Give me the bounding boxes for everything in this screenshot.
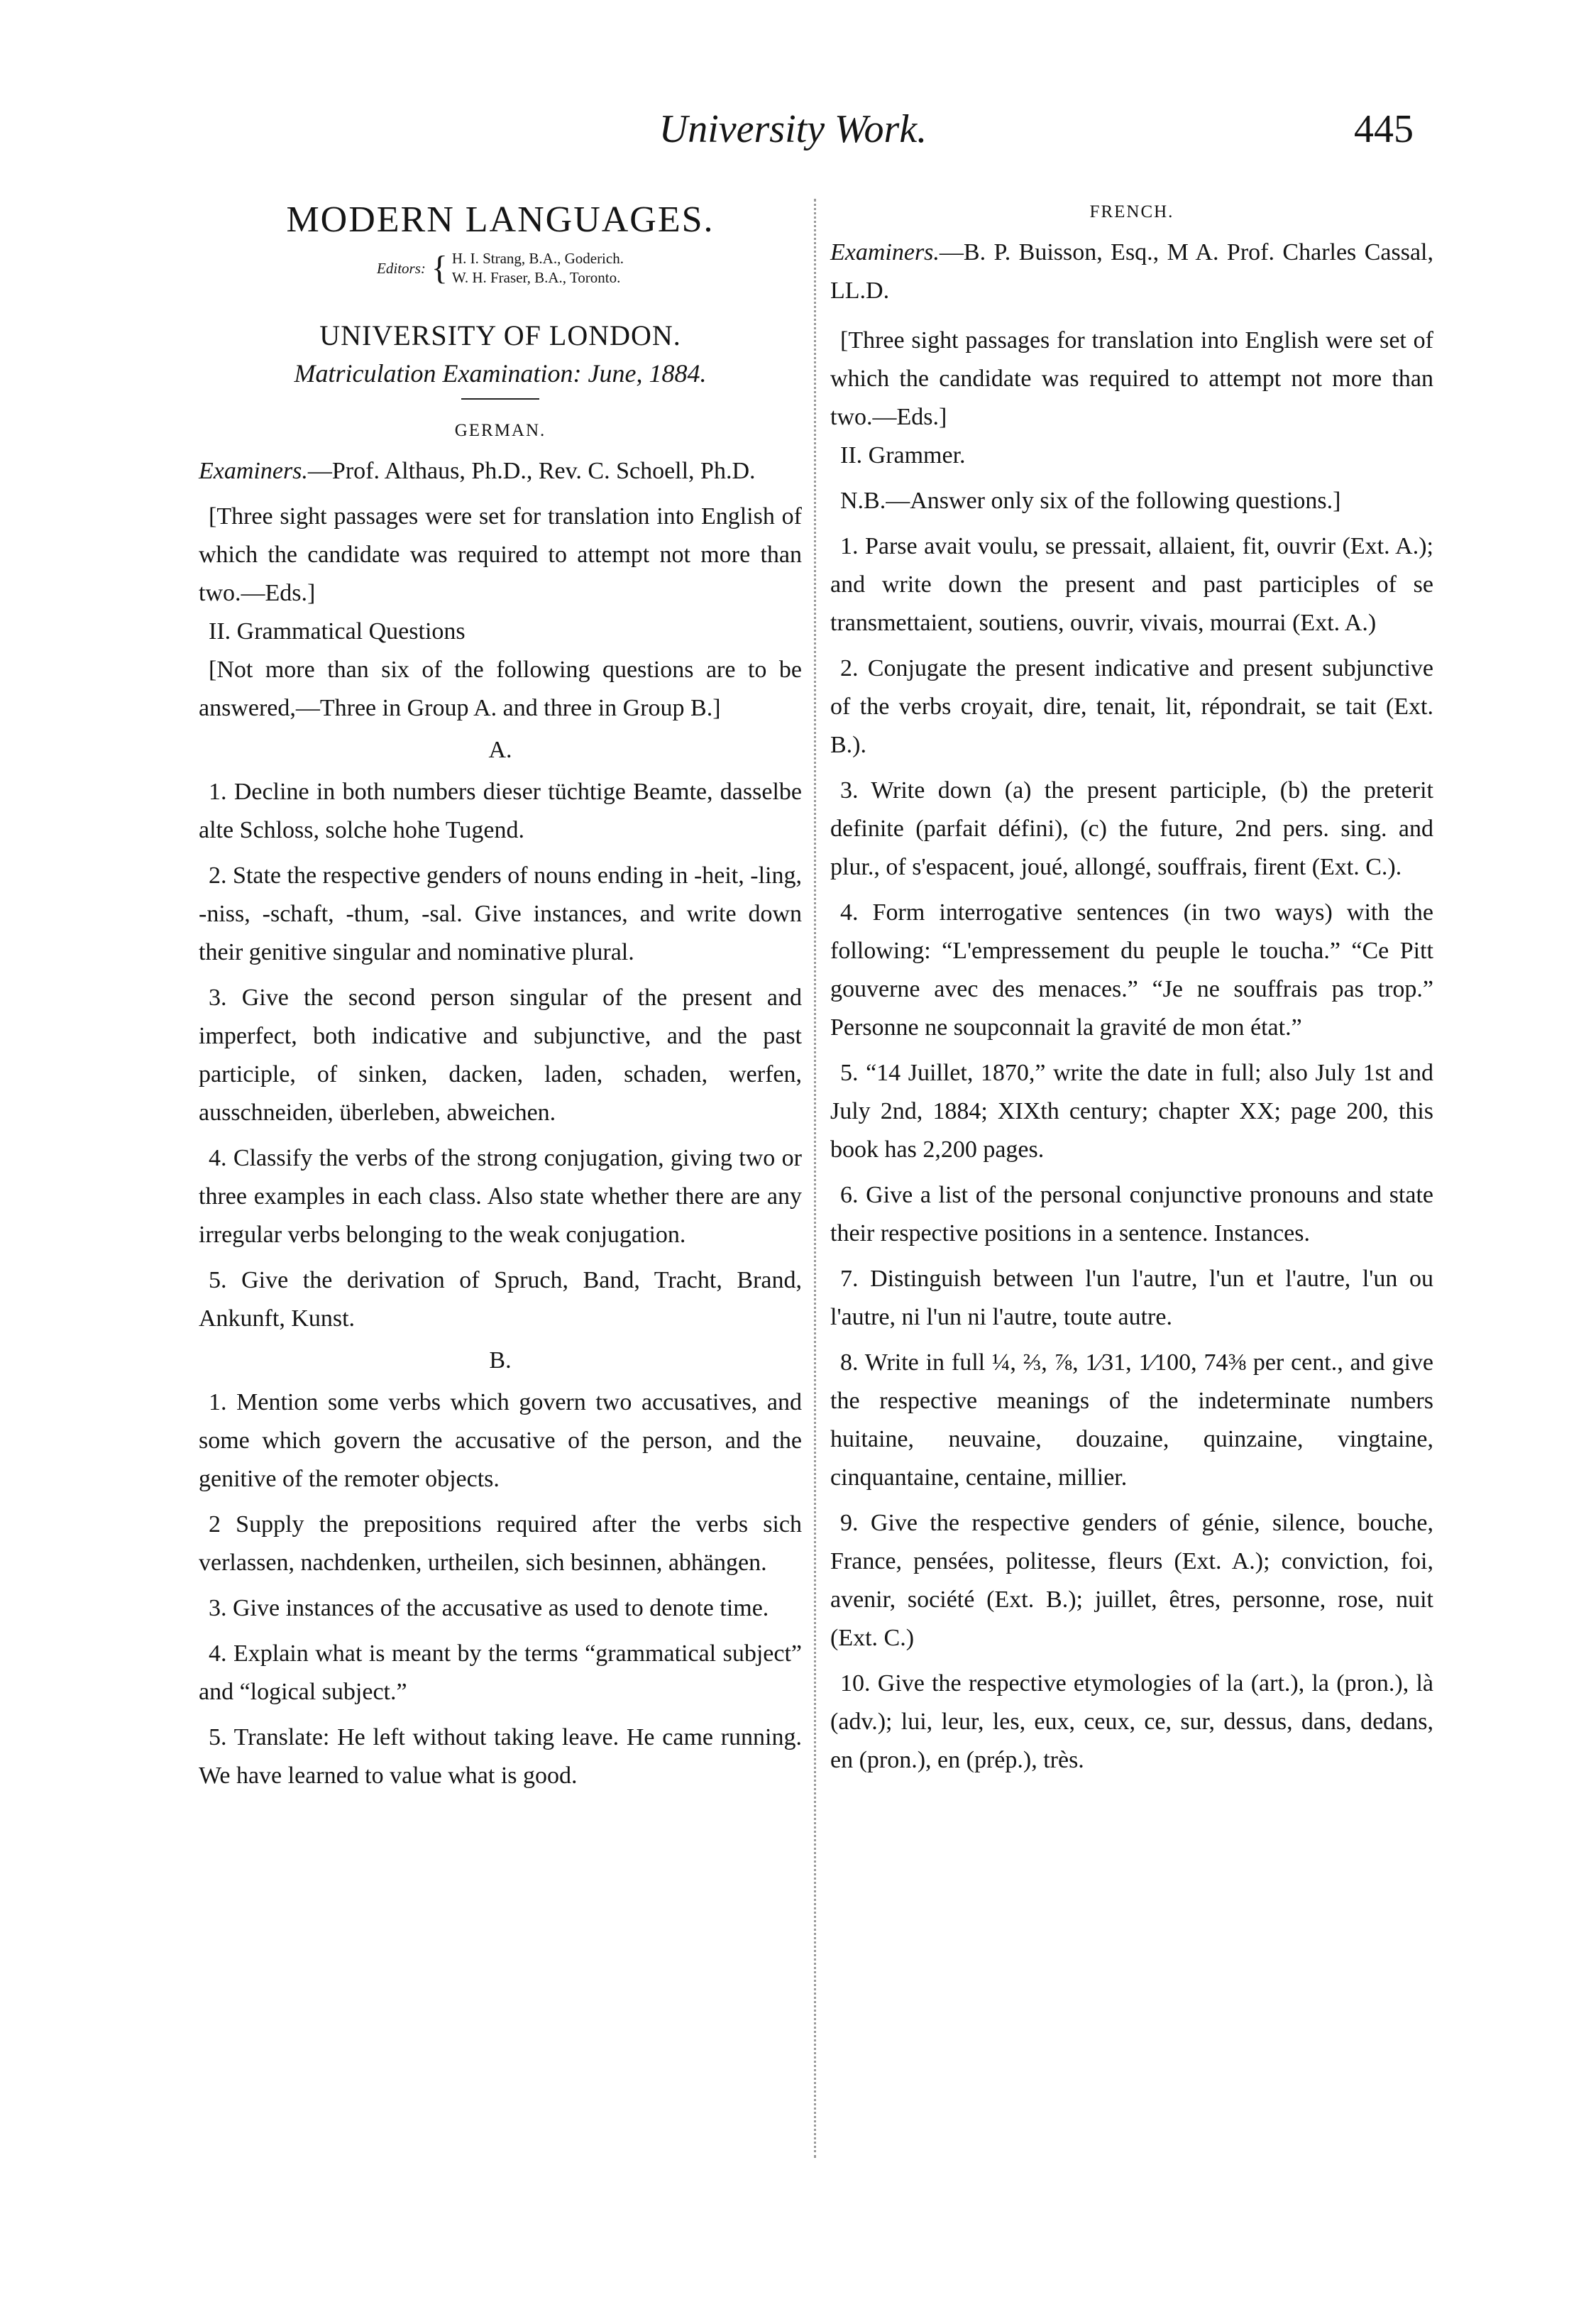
french-question-7: 7. Distinguish between l'un l'autre, l'un et l'autre, l'un ou l'autre, ni l'un ni l'autre, toute autre. — [830, 1266, 1433, 1330]
group-b-heading: B. — [489, 1347, 512, 1374]
brace-glyph: { — [431, 249, 448, 287]
german-part-heading: II. Grammatical Questions — [209, 618, 466, 645]
right-column — [830, 195, 1433, 1780]
running-header-title: University Work. — [659, 107, 927, 151]
group-a-heading: A. — [488, 737, 512, 763]
subject-german: GERMAN. — [454, 421, 546, 440]
column-divider — [814, 199, 816, 2158]
french-part-heading: II. Grammer. — [840, 442, 966, 468]
french-question-9: 9. Give the respective genders of génie, silence, bouche, France, pensées, politesse, fleurs (Ext. A.); conviction, foi, avenir, société (Ext. B.); juillet, êtres, personne, rose, nuit (Ext. C.) — [830, 1510, 1433, 1651]
french-question-2: 2. Conjugate the present indicative and present subjunctive of the verbs croyait, dire, tenait, lit, répondrait, se tait (Ext. B.). — [830, 655, 1433, 758]
french-note-answer-count: N.B.—Answer only six of the following questions.] — [840, 488, 1341, 514]
french-question-3: 3. Write down (a) the present participle, (b) the preterit definite (parfait défini), (c) the future, 2nd pers. sing. and plur., of s'espacent, joué, allongé, souffrais, firent (Ext. C.). — [830, 777, 1433, 880]
french-question-5: 5. “14 Juillet, 1870,” write the date in full; also July 1st and July 2nd, 1884; XIXth century; chapter XX; page 200, this book has 2,200 pages. — [830, 1060, 1433, 1163]
french-question-1: 1. Parse avait voulu, se pressait, allaient, fit, ouvrir (Ext. A.); and write down the present and past participles of se transmettaient, soutiens, ouvrir, vivais, mourrai (Ext. A.) — [830, 533, 1433, 636]
exam-heading: Matriculation Examination: June, 1884. — [294, 359, 707, 388]
french-question-4: 4. Form interrogative sentences (in two ways) with the following: “L'empressement du peuple le toucha.” “Ce Pitt gouverne avec des menaces.” “Je ne souffrais pas trop.” Personne ne soupconnait la gravité de mon état.” — [830, 899, 1433, 1041]
editors-label: Editors: — [377, 259, 426, 277]
german-examiners — [199, 452, 802, 490]
french-question-10: 10. Give the respective etymologies of la (art.), la (pron.), là (adv.); lui, leur, les, eux, ceux, ce, sur, dessus, dans, dedans, en (pron.), en (prép.), très. — [830, 1670, 1433, 1773]
german-question-b4: 4. Explain what is meant by the terms “grammatical subject” and “logical subject.” — [199, 1640, 802, 1705]
page-number: 445 — [1354, 107, 1414, 151]
german-question-a5: 5. Give the derivation of Spruch, Band, Tracht, Brand, Ankunft, Kunst. — [199, 1267, 802, 1332]
heading-rule — [461, 398, 539, 400]
subject-french: FRENCH. — [1089, 202, 1174, 221]
editor-2: W. H. Fraser, B.A., Toronto. — [451, 269, 621, 286]
german-note-answer-count: [Not more than six of the following questions are to be answered,—Three in Group A. and three in Group B.] — [199, 657, 802, 721]
editors-block — [199, 249, 802, 287]
german-question-a4: 4. Classify the verbs of the strong conjugation, giving two or three examples in each class. Also state whether there are any irregular verbs belonging to the weak conjugation. — [199, 1145, 802, 1248]
german-question-b5: 5. Translate: He left without taking leave. He came running. We have learned to value what is good. — [199, 1724, 802, 1789]
german-question-a3: 3. Give the second person singular of the present and imperfect, both indicative and subjunctive, and the past participle, of sinken, dacken, laden, schaden, werfen, ausschneiden, überleben, abweichen. — [199, 985, 802, 1126]
french-question-6: 6. Give a list of the personal conjunctive pronouns and state their respective positions in a sentence. Instances. — [830, 1182, 1433, 1246]
editors-list — [452, 249, 624, 287]
examiners-names: —Prof. Althaus, Ph.D., Rev. C. Schoell, Ph.D. — [307, 458, 756, 484]
german-question-b1: 1. Mention some verbs which govern two accusatives, and some which govern the accusative of the person, and the genitive of the remoter objects. — [199, 1389, 802, 1492]
examiners-names: —B. P. Buisson, Esq., M A. Prof. Charles Cassal, LL.D. — [830, 239, 1433, 304]
editor-1: H. I. Strang, B.A., Goderich. — [451, 250, 624, 267]
examiners-label: Examiners. — [199, 458, 308, 484]
left-column — [199, 195, 802, 1795]
german-question-b3: 3. Give instances of the accusative as used to denote time. — [209, 1595, 769, 1621]
examiners-label: Examiners. — [830, 239, 940, 265]
french-note-sight-passages: [Three sight passages for translation into English were set of which the candidate was required to attempt not more than two.—Eds.] — [830, 327, 1433, 430]
french-examiners — [830, 234, 1433, 310]
german-note-sight-passages: [Three sight passages were set for translation into English of which the candidate was required to attempt not more than two.—Eds.] — [199, 503, 802, 606]
section-title: MODERN LANGUAGES. — [286, 199, 715, 240]
french-question-8: 8. Write in full ¼, ⅔, ⅞, 1⁄31, 1⁄100, 74⅜ per cent., and give the respective meanings of the indeterminate numbers huitaine, neuvaine, douzaine, quinzaine, vingtaine, cinquantaine, centaine, millier. — [830, 1349, 1433, 1491]
german-question-a2: 2. State the respective genders of nouns ending in -heit, -ling, -niss, -schaft, -thum, -sal. Give instances, and write down their genitive singular and nominative plural. — [199, 862, 802, 965]
german-question-b2: 2 Supply the prepositions required after the verbs sich verlassen, nachdenken, urtheilen, sich besinnen, abhängen. — [199, 1511, 802, 1576]
university-heading: UNIVERSITY OF LONDON. — [319, 319, 681, 351]
german-question-a1: 1. Decline in both numbers dieser tüchtige Beamte, dasselbe alte Schloss, solche hohe Tugend. — [199, 779, 802, 843]
